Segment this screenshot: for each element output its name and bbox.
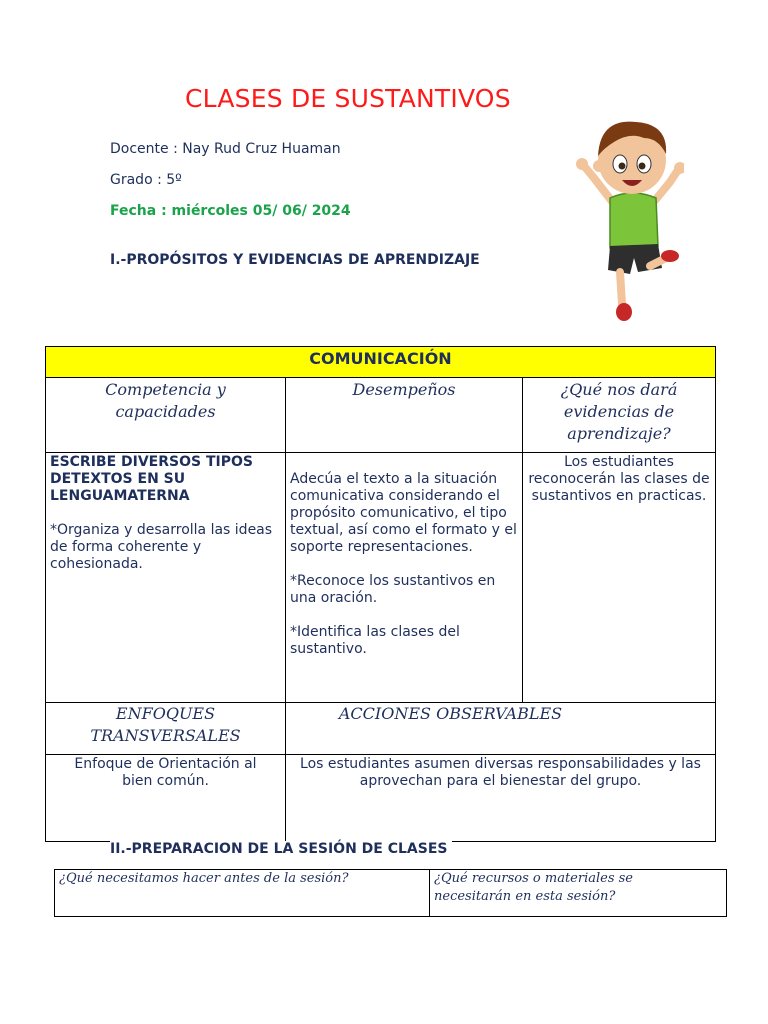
table-divider: [46, 452, 715, 453]
section-title-preparation: II.-PREPARACION DE LA SESIÓN DE CLASES: [110, 841, 452, 857]
header-acciones: ACCIONES OBSERVABLES: [338, 704, 563, 723]
competencia-title: ESCRIBE DIVERSOS TIPOS DETEXTOS EN SU LENGUAMATERNA: [50, 454, 253, 504]
acciones-value: Los estudiantes asumen diversas responsabilidades y las aprovechan para el bienestar del grupo.: [300, 756, 701, 789]
header-evidencias: ¿Qué nos dará evidencias de aprendizaje?: [560, 380, 678, 443]
table-divider: [429, 870, 430, 916]
enfoque-value: Enfoque de Orientación al bien común.: [74, 756, 257, 789]
desempenos-cell: [290, 471, 520, 658]
prep-header-resources: ¿Qué recursos o materiales se necesitarán en esta sesión?: [434, 871, 633, 904]
desempeno-item: *Reconoce los sustantivos en una oración.: [290, 573, 496, 606]
date-line: Fecha : miércoles 05/ 06/ 2024: [110, 203, 351, 219]
desempeno-item: *Identifica las clases del sustantivo.: [290, 624, 460, 657]
section-title-purposes: I.-PROPÓSITOS Y EVIDENCIAS DE APRENDIZAJE: [110, 252, 480, 268]
desempeno-item: Adecúa el texto a la situación comunicativa considerando el propósito comunicativo, el tipo textual, así como el formato y el soporte representaciones.: [290, 471, 517, 555]
subject-band: COMUNICACIÓN: [46, 347, 715, 378]
preparation-table: [54, 869, 727, 917]
learning-table: [45, 346, 716, 842]
competencia-capacity: *Organiza y desarrolla las ideas de forma coherente y cohesionada.: [50, 522, 273, 572]
header-desempenos: Desempeños: [352, 380, 456, 399]
header-enfoques: ENFOQUES TRANSVERSALES: [90, 704, 241, 745]
grade-line: Grado : 5º: [110, 172, 182, 188]
cartoon-boy-illustration: [574, 108, 684, 324]
page-title: CLASES DE SUSTANTIVOS: [185, 84, 511, 113]
header-competencia: Competencia y capacidades: [105, 380, 226, 421]
competencia-cell: [50, 454, 280, 573]
evidencias-cell: Los estudiantes reconocerán las clases de sustantivos en practicas.: [528, 454, 710, 504]
prep-header-before: ¿Qué necesitamos hacer antes de la sesión?: [59, 871, 349, 886]
table-divider: [46, 754, 715, 755]
teacher-line: Docente : Nay Rud Cruz Huaman: [110, 141, 341, 157]
